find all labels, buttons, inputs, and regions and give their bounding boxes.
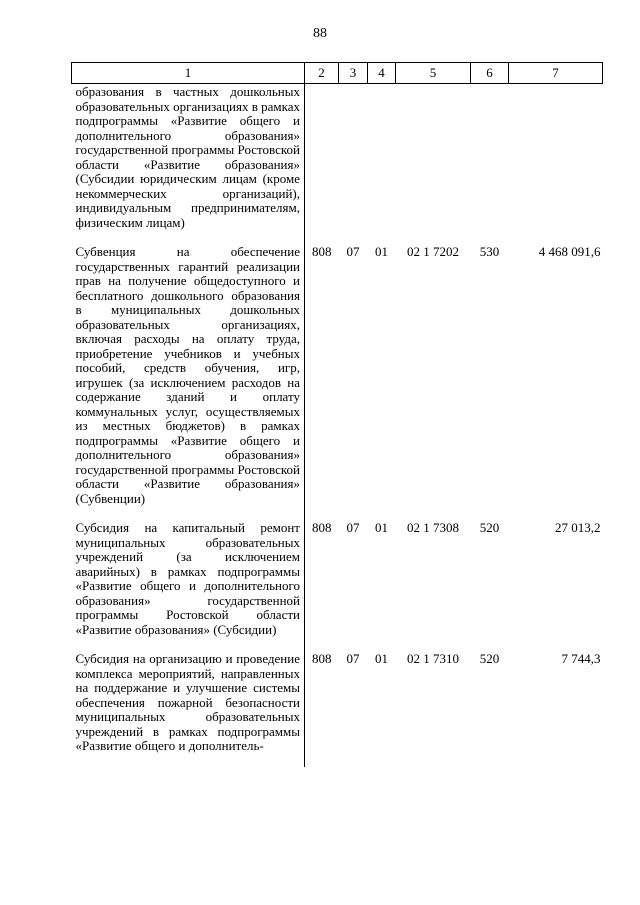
row-target-article: [396, 84, 471, 244]
header-col-2: 2: [305, 63, 339, 84]
table-row: [72, 519, 603, 650]
header-col-4: 4: [368, 63, 396, 84]
row-section-code: 07: [346, 520, 360, 535]
row-ministry-code: [305, 84, 339, 244]
row-expense-type: 530: [479, 244, 500, 259]
table-row: [72, 650, 603, 767]
table-row: [72, 84, 603, 244]
row-subsection-code: 01: [375, 520, 388, 535]
budget-table: [71, 62, 603, 767]
table-header: [72, 63, 603, 84]
row-expense-type: [471, 84, 509, 244]
row-amount: [509, 84, 603, 244]
table-row: [72, 243, 603, 519]
row-subsection-code: 01: [375, 244, 388, 259]
row-section-code: 07: [346, 244, 360, 259]
row-amount: 27 013,2: [555, 520, 601, 535]
row-amount: 7 744,3: [561, 651, 601, 666]
row-target-article: 02 1 7308: [407, 520, 459, 535]
row-ministry-code: 808: [312, 651, 332, 666]
row-section-code: 07: [346, 651, 360, 666]
row-ministry-code: 808: [312, 244, 332, 259]
header-col-7: 7: [509, 63, 603, 84]
row-amount: 4 468 091,6: [538, 244, 601, 259]
header-col-1: 1: [72, 63, 305, 84]
header-col-6: 6: [471, 63, 509, 84]
row-target-article: 02 1 7310: [407, 651, 459, 666]
header-col-5: 5: [396, 63, 471, 84]
row-ministry-code: 808: [312, 520, 332, 535]
row-description: образования в частных дошкольных образовательных организациях в рамках подпрограммы «Развитие общего и дополнительного образования» государственной программы Ростовской области «Развитие образования» (Субсидии юридическим лицам (кроме некоммерческих организаций), индивидуальным предпринимателям, физическим лицам): [72, 84, 305, 244]
row-subsection-code: [368, 84, 396, 244]
row-expense-type: 520: [479, 651, 500, 666]
page-number: 88: [313, 26, 327, 41]
row-description: Субсидия на организацию и проведение комплекса мероприятий, направленных на поддержание и улучшение системы обеспечения пожарной безопасности муниципальных образовательных учреждений в рамках подпрограммы «Развитие общего и дополнитель-: [72, 650, 305, 767]
row-expense-type: 520: [479, 520, 500, 535]
row-section-code: [339, 84, 368, 244]
row-target-article: 02 1 7202: [407, 244, 459, 259]
row-description: Субсидия на капитальный ремонт муниципальных образовательных учреждений (за исключением аварийных) в рамках подпрограммы «Развитие общего и дополнительного образования» государственной программы Ростовской области «Развитие образования» (Субсидии): [72, 519, 305, 650]
header-col-3: 3: [339, 63, 368, 84]
row-description: Субвенция на обеспечение государственных гарантий реализации прав на получение общедоступного и бесплатного дошкольного образования в муниципальных дошкольных образовательных организациях, включая расходы на оплату труда, приобретение учебников и учебных пособий, средств обучения, игр, игрушек (за исключением расходов на содержание зданий и оплату коммунальных услуг, осуществляемых из местных бюджетов) в рамках подпрограммы «Развитие общего и дополнительного образования» государственной программы Ростовской области «Развитие образования» (Субвенции): [72, 243, 305, 519]
header-row: [72, 63, 603, 84]
row-subsection-code: 01: [375, 651, 388, 666]
